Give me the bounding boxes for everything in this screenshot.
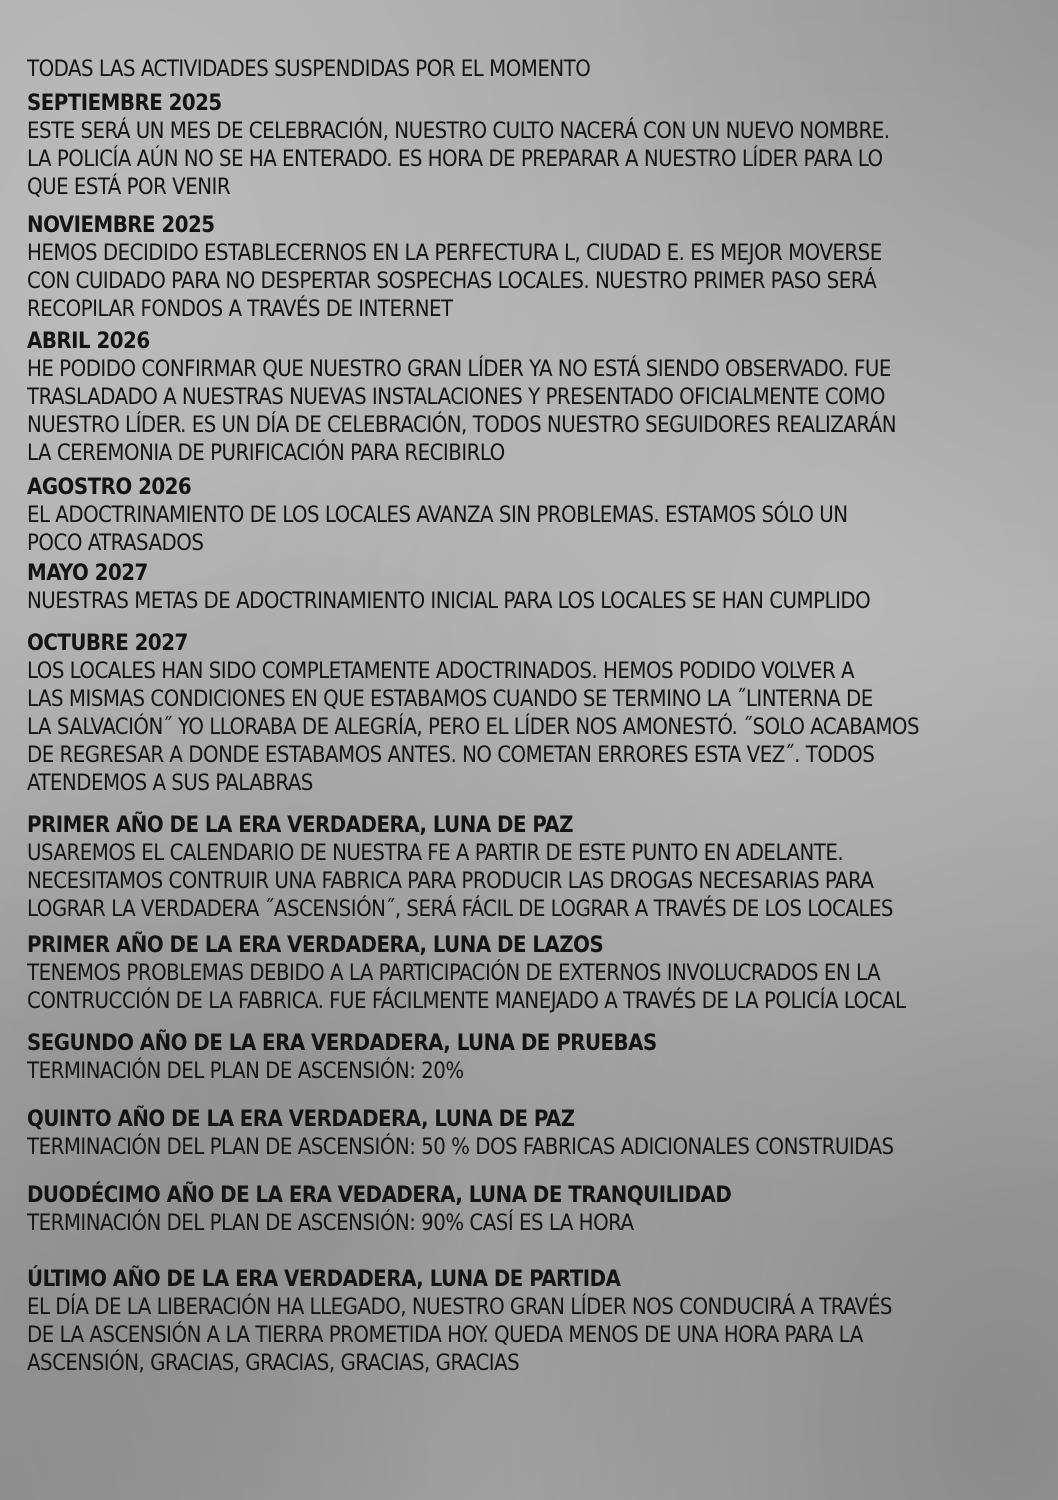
entry-date: OCTUBRE 2027 — [27, 631, 188, 656]
entry-text-line: ATENDEMOS A SUS PALABRAS — [27, 771, 313, 796]
entry-text-line: ASCENSIÓN, GRACIAS, GRACIAS, GRACIAS, GRACIAS — [27, 1351, 520, 1376]
entry-4 — [27, 474, 1037, 558]
entry-date: PRIMER AÑO DE LA ERA VERDADERA, LUNA DE PAZ — [27, 813, 574, 838]
entry-date: NOVIEMBRE 2025 — [27, 213, 215, 238]
entry-text-line: TERMINACIÓN DEL PLAN DE ASCENSIÓN: 20% — [27, 1059, 464, 1084]
entry-date: PRIMER AÑO DE LA ERA VERDADERA, LUNA DE LAZOS — [27, 933, 604, 958]
entry-text-line: POCO ATRASADOS — [27, 531, 204, 556]
entry-text-line: LAS MISMAS CONDICIONES EN QUE ESTABAMOS CUANDO SE TERMINO LA ˝LINTERNA DE — [27, 687, 873, 712]
entry-12 — [27, 1266, 1037, 1378]
entry-text-line: RECOPILAR FONDOS A TRAVÉS DE INTERNET — [27, 297, 453, 322]
entry-text-line: NUESTRO LÍDER. ES UN DÍA DE CELEBRACIÓN, TODOS NUESTRO SEGUIDORES REALIZARÁN — [27, 413, 897, 438]
entry-text-line: LOS LOCALES HAN SIDO COMPLETAMENTE ADOCTRINADOS. HEMOS PODIDO VOLVER A — [27, 659, 855, 684]
entry-date: AGOSTRO 2026 — [27, 475, 192, 500]
journal-page — [27, 56, 1037, 1378]
entry-text-line: TERMINACIÓN DEL PLAN DE ASCENSIÓN: 50 % DOS FABRICAS ADICIONALES CONSTRUIDAS — [27, 1135, 894, 1160]
entry-text-line: USAREMOS EL CALENDARIO DE NUESTRA FE A PARTIR DE ESTE PUNTO EN ADELANTE. — [27, 841, 844, 866]
entry-8 — [27, 932, 1037, 1016]
entry-text-line: DE LA ASCENSIÓN A LA TIERRA PROMETIDA HOY. QUEDA MENOS DE UNA HORA PARA LA — [27, 1323, 863, 1348]
entry-3 — [27, 328, 1037, 468]
entry-text-line: TERMINACIÓN DEL PLAN DE ASCENSIÓN: 90% CASÍ ES LA HORA — [27, 1211, 634, 1236]
entry-text-line: CONTRUCCIÓN DE LA FABRICA. FUE FÁCILMENTE MANEJADO A TRAVÉS DE LA POLICÍA LOCAL — [27, 989, 906, 1014]
entry-9 — [27, 1030, 1037, 1086]
entry-date: SEPTIEMBRE 2025 — [27, 91, 222, 116]
entry-1 — [27, 90, 1037, 202]
entry-date: ÚLTIMO AÑO DE LA ERA VERDADERA, LUNA DE PARTIDA — [27, 1267, 621, 1292]
entry-text-line: EL ADOCTRINAMIENTO DE LOS LOCALES AVANZA SIN PROBLEMAS. ESTAMOS SÓLO UN — [27, 503, 848, 528]
entry-text-line: CON CUIDADO PARA NO DESPERTAR SOSPECHAS LOCALES. NUESTRO PRIMER PASO SERÁ — [27, 269, 877, 294]
entry-11 — [27, 1182, 1037, 1238]
entry-text-line: TENEMOS PROBLEMAS DEBIDO A LA PARTICIPACIÓN DE EXTERNOS INVOLUCRADOS EN LA — [27, 961, 881, 986]
entry-text-line: LA SALVACIÓN˝ YO LLORABA DE ALEGRÍA, PERO EL LÍDER NOS AMONESTÓ. ˝SOLO ACABAMOS — [27, 715, 920, 740]
entry-text-line: LOGRAR LA VERDADERA ˝ASCENSIÓN˝, SERÁ FÁCIL DE LOGRAR A TRAVÉS DE LOS LOCALES — [27, 897, 893, 922]
entry-text-line: QUE ESTÁ POR VENIR — [27, 175, 231, 200]
entry-6 — [27, 630, 1037, 798]
entry-text-line: HEMOS DECIDIDO ESTABLECERNOS EN LA PERFECTURA L, CIUDAD E. ES MEJOR MOVERSE — [27, 241, 882, 266]
entry-date: MAYO 2027 — [27, 561, 148, 586]
entry-7 — [27, 812, 1037, 924]
entry-date: QUINTO AÑO DE LA ERA VERDADERA, LUNA DE PAZ — [27, 1107, 575, 1132]
entry-text-line: NUESTRAS METAS DE ADOCTRINAMIENTO INICIAL PARA LOS LOCALES SE HAN CUMPLIDO — [27, 589, 871, 614]
entry-text-line: ESTE SERÁ UN MES DE CELEBRACIÓN, NUESTRO CULTO NACERÁ CON UN NUEVO NOMBRE. — [27, 119, 890, 144]
entry-date: DUODÉCIMO AÑO DE LA ERA VEDADERA, LUNA DE TRANQUILIDAD — [27, 1183, 732, 1208]
entry-2 — [27, 212, 1037, 324]
entry-5 — [27, 560, 1037, 616]
entry-10 — [27, 1106, 1037, 1162]
entry-text-line: DE REGRESAR A DONDE ESTABAMOS ANTES. NO COMETAN ERRORES ESTA VEZ˝. TODOS — [27, 743, 875, 768]
entry-date: ABRIL 2026 — [27, 329, 150, 354]
intro-line: TODAS LAS ACTIVIDADES SUSPENDIDAS POR EL MOMENTO — [27, 57, 591, 82]
entry-text-line: HE PODIDO CONFIRMAR QUE NUESTRO GRAN LÍDER YA NO ESTÁ SIENDO OBSERVADO. FUE — [27, 357, 891, 382]
entry-text-line: LA POLICÍA AÚN NO SE HA ENTERADO. ES HORA DE PREPARAR A NUESTRO LÍDER PARA LO — [27, 147, 883, 172]
entry-text-line: EL DÍA DE LA LIBERACIÓN HA LLEGADO, NUESTRO GRAN LÍDER NOS CONDUCIRÁ A TRAVÉS — [27, 1295, 892, 1320]
entry-text-line: LA CEREMONIA DE PURIFICACIÓN PARA RECIBIRLO — [27, 441, 505, 466]
entry-date: SEGUNDO AÑO DE LA ERA VERDADERA, LUNA DE PRUEBAS — [27, 1031, 657, 1056]
entry-text-line: NECESITAMOS CONTRUIR UNA FABRICA PARA PRODUCIR LAS DROGAS NECESARIAS PARA — [27, 869, 874, 894]
entry-text-line: TRASLADADO A NUESTRAS NUEVAS INSTALACIONES Y PRESENTADO OFICIALMENTE COMO — [27, 385, 885, 410]
